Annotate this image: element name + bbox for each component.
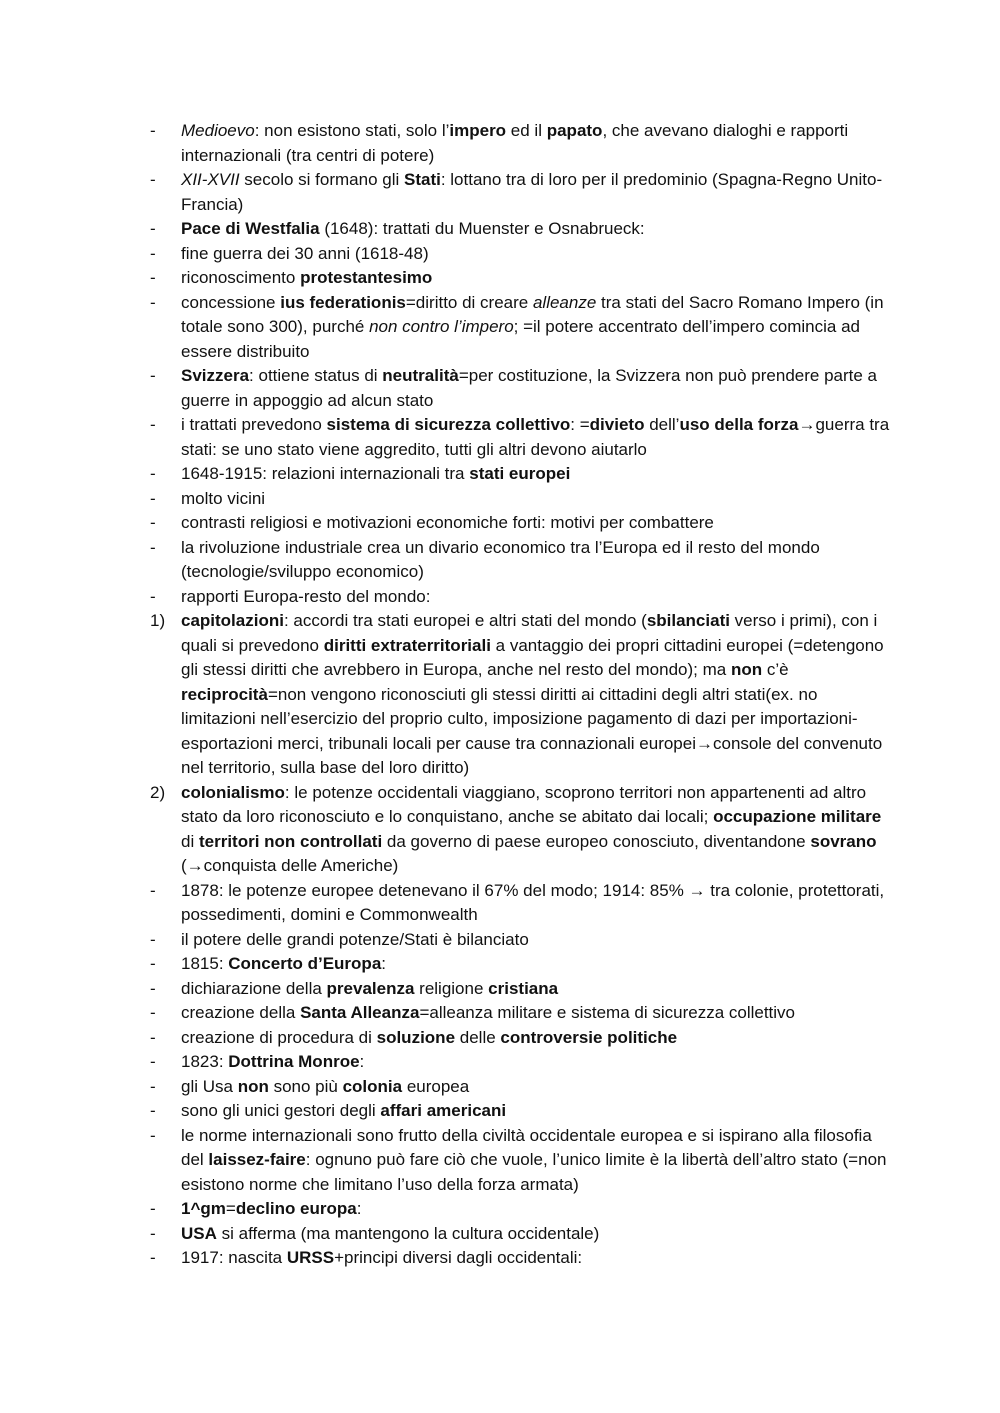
text-run: :	[381, 954, 387, 973]
text-run: :	[359, 1052, 365, 1071]
text-run: 1878: le potenze europee detenevano il 67% del modo; 1914: 85% → tra colonie, protettorati, possedimenti, domini e Commonwealth	[181, 880, 885, 924]
list-item	[150, 364, 890, 413]
list-item	[150, 609, 890, 781]
list-marker: -	[150, 121, 156, 140]
text-run: dell’	[644, 415, 680, 434]
list-item-text	[181, 242, 890, 267]
text-run: →guerra tra stati: se uno stato viene aggredito, tutti gli altri devono aiutarlo	[181, 415, 890, 459]
italic-text: Medioevo	[181, 121, 255, 140]
text-run: : accordi tra stati europei e altri stati del mondo (	[283, 611, 647, 630]
text-run: : non esistono stati, solo l’	[254, 121, 450, 140]
bold-text: stati europei	[469, 464, 571, 483]
list-item	[150, 1222, 890, 1247]
list-item-text	[181, 1050, 890, 1075]
list-item	[150, 1075, 890, 1100]
bold-text: neutralità	[382, 366, 459, 385]
list-item	[150, 952, 890, 977]
text-run: gli Usa	[181, 1076, 238, 1096]
list-item-text	[181, 781, 890, 879]
list-marker: -	[150, 170, 156, 189]
list-marker: -	[150, 880, 156, 900]
bold-text: Santa Alleanza	[300, 1003, 420, 1022]
text-run: da governo di paese europeo conosciuto, diventandone	[382, 831, 811, 851]
list-marker: 1)	[150, 611, 166, 630]
bold-text: 1^gm	[181, 1199, 226, 1218]
bold-text: USA	[181, 1223, 217, 1243]
text-run: =diritto di creare	[405, 292, 533, 312]
bold-text: controversie politiche	[500, 1027, 678, 1047]
list-marker: -	[150, 929, 156, 949]
list-item	[150, 413, 890, 462]
text-run: contrasti religiosi e motivazioni economiche forti: motivi per combattere	[181, 513, 714, 532]
list-marker: -	[150, 488, 156, 508]
list-marker: -	[150, 1027, 156, 1047]
bold-text: sistema di sicurezza collettivo	[326, 415, 571, 434]
text-run: sono gli unici gestori degli	[181, 1101, 381, 1120]
bold-text: reciprocità	[181, 684, 268, 704]
list-marker: -	[150, 366, 156, 385]
list-item-text	[181, 168, 890, 217]
list-item	[150, 1001, 890, 1026]
list-marker: -	[150, 1052, 156, 1071]
list-item-text	[181, 217, 890, 242]
bold-text: non	[730, 660, 763, 679]
list-item-text	[181, 119, 890, 168]
list-item-text	[181, 952, 890, 977]
text-run: riconoscimento	[181, 268, 301, 287]
list-marker: -	[150, 243, 156, 263]
list-item-text	[181, 462, 890, 487]
text-run: +principi diversi dagli occidentali:	[334, 1248, 583, 1267]
list-item-text	[181, 879, 890, 928]
bold-text: divieto	[589, 415, 645, 434]
list-item	[150, 462, 890, 487]
text-run: 1823:	[181, 1052, 229, 1071]
list-item-text	[181, 1197, 890, 1222]
bold-text: declino europa	[235, 1199, 357, 1218]
bold-text: diritti extraterritoriali	[323, 635, 491, 655]
list-marker: -	[150, 1199, 156, 1218]
text-run: delle	[455, 1027, 501, 1047]
text-run: religione	[414, 978, 489, 998]
text-run: europea	[402, 1076, 470, 1096]
list-marker: -	[150, 219, 156, 238]
text-run: 1648-1915: relazioni internazionali tra	[181, 464, 470, 483]
list-item-text	[181, 536, 890, 585]
list-marker: -	[150, 268, 156, 287]
list-item	[150, 928, 890, 953]
list-item	[150, 781, 890, 879]
text-run: creazione di procedura di	[181, 1027, 377, 1047]
text-run: c’è	[762, 660, 789, 679]
text-run: : le potenze occidentali viaggiano, scoprono territori non appartenenti ad altro stato da loro riconosciuto e lo conquistano, anche se abitato dai locali;	[181, 782, 867, 826]
list-item-text	[181, 1222, 890, 1247]
text-run: dichiarazione della	[181, 978, 327, 998]
bold-text: URSS	[286, 1248, 335, 1267]
text-run: fine guerra dei 30 anni (1618-48)	[181, 243, 429, 263]
text-run: secolo si formano gli	[239, 170, 404, 189]
list-item	[150, 1026, 890, 1051]
bold-text: occupazione militare	[713, 807, 882, 826]
bold-text: cristiana	[488, 978, 559, 998]
list-item-text	[181, 928, 890, 953]
text-run: : ognuno può fare ciò che vuole, l’unico limite è la libertà dell’altro stato (=non esistono norme che limitano l’uso della forza armata)	[181, 1150, 887, 1194]
list-marker: -	[150, 1248, 156, 1267]
italic-text: XII-XVII	[181, 170, 240, 189]
list-item	[150, 1197, 890, 1222]
bold-text: territori non controllati	[198, 831, 383, 851]
text-run: a vantaggio dei propri cittadini europei (=detengono gli stessi diritti che avrebbero in Europa, anche nel resto del mondo); ma	[181, 635, 884, 679]
list-marker: -	[150, 978, 156, 998]
bold-text: sbilanciati	[646, 611, 730, 630]
italic-text: non contro l’impero	[369, 317, 514, 336]
text-run: : lottano tra di loro per il predominio (Spagna-Regno Unito-Francia)	[181, 170, 883, 214]
list-item-text	[181, 1001, 890, 1026]
list-marker: -	[150, 1076, 156, 1096]
list-marker: -	[150, 954, 156, 973]
list-item	[150, 1124, 890, 1198]
text-run: ed il	[506, 121, 547, 140]
list-marker: -	[150, 537, 156, 557]
list-item-text	[181, 609, 890, 781]
list-item	[150, 1050, 890, 1075]
document-page	[150, 119, 890, 1271]
list-item	[150, 536, 890, 585]
text-run: , che avevano dialoghi e rapporti internazionali (tra centri di potere)	[181, 121, 849, 165]
list-marker: -	[150, 1101, 156, 1120]
list-item	[150, 977, 890, 1002]
list-marker: -	[150, 415, 156, 434]
list-item	[150, 1099, 890, 1124]
list-marker: -	[150, 1003, 156, 1022]
list-marker: 2)	[150, 782, 166, 802]
text-run: : ottiene status di	[249, 366, 383, 385]
bold-text: sovrano	[810, 831, 877, 851]
text-run: =non vengono riconosciuti gli stessi diritti ai cittadini degli altri stati(ex. no limitazioni nell’esercizio del proprio culto, imposizione pagamento di dazi per importazioni-esportazioni merci, tribunali locali per cause tra connazionali europei→console del convenuto nel territorio, sulla base del loro diritto)	[181, 684, 883, 777]
text-run: di	[181, 831, 199, 851]
list-item	[150, 585, 890, 610]
text-run: molto vicini	[181, 488, 266, 508]
bold-text: impero	[449, 121, 507, 140]
list-item	[150, 1246, 890, 1271]
list-item-text	[181, 977, 890, 1002]
list-item-text	[181, 1099, 890, 1124]
list-item-text	[181, 585, 890, 610]
bold-text: ius federationis	[280, 292, 406, 312]
list-marker: -	[150, 586, 156, 606]
list-item	[150, 291, 890, 365]
text-run: :	[356, 1199, 362, 1218]
bold-text: Pace di Westfalia	[181, 219, 320, 238]
text-run: 1917: nascita	[181, 1248, 287, 1267]
text-run: rapporti Europa-resto del mondo:	[181, 586, 431, 606]
text-run: la rivoluzione industriale crea un divario economico tra l’Europa ed il resto del mondo (tecnologie/sviluppo economico)	[181, 537, 820, 581]
list-item	[150, 168, 890, 217]
text-run: concessione	[181, 292, 281, 312]
list-item-text	[181, 291, 890, 365]
bold-text: Stati	[403, 170, 441, 189]
list-marker: -	[150, 1223, 156, 1243]
list-item-text	[181, 1026, 890, 1051]
bold-text: uso della forza	[679, 415, 799, 434]
text-run: verso i primi), con i quali si prevedono	[181, 611, 878, 655]
list-item	[150, 119, 890, 168]
list-item-text	[181, 413, 890, 462]
text-run: creazione della	[181, 1003, 301, 1022]
text-run: =alleanza militare e sistema di sicurezza collettivo	[419, 1003, 796, 1022]
list-item	[150, 487, 890, 512]
list-item-text	[181, 266, 890, 291]
text-run: i trattati prevedono	[181, 415, 327, 434]
list-item-text	[181, 364, 890, 413]
list-marker: -	[150, 513, 156, 532]
list-item-text	[181, 487, 890, 512]
bold-text: affari americani	[380, 1101, 507, 1120]
text-run: il potere delle grandi potenze/Stati è bilanciato	[181, 929, 529, 949]
text-run: (→conquista delle Americhe)	[181, 856, 399, 875]
list-item	[150, 511, 890, 536]
list-item	[150, 217, 890, 242]
list-item-text	[181, 1246, 890, 1271]
text-run: sono più	[268, 1076, 343, 1096]
text-run: : =	[570, 415, 590, 434]
text-run: ; =il potere accentrato dell’impero comincia ad essere distribuito	[181, 317, 860, 361]
bold-text: prevalenza	[326, 978, 415, 998]
bold-text: soluzione	[376, 1027, 456, 1047]
text-run: 1815:	[181, 954, 229, 973]
list-marker: -	[150, 1125, 156, 1145]
bold-text: Svizzera	[181, 366, 250, 385]
text-run: =	[225, 1199, 236, 1218]
bold-text: colonialismo	[181, 782, 285, 802]
list-item-text	[181, 511, 890, 536]
bold-text: non	[237, 1076, 269, 1096]
bold-text: Dottrina Monroe	[228, 1052, 360, 1071]
bold-text: laissez-faire	[208, 1150, 306, 1169]
list-marker: -	[150, 464, 156, 483]
text-run: tra stati del Sacro Romano Impero (in totale sono 300), purché	[181, 292, 884, 336]
text-run: =per costituzione, la Svizzera non può prendere parte a guerre in appoggio ad alcun stato	[181, 366, 878, 410]
bold-text: protestantesimo	[300, 268, 433, 287]
list-item	[150, 266, 890, 291]
list-item	[150, 879, 890, 928]
list-item-text	[181, 1075, 890, 1100]
list-marker: -	[150, 292, 156, 312]
bold-text: Concerto d’Europa	[228, 954, 382, 973]
list-item	[150, 242, 890, 267]
list-item-text	[181, 1124, 890, 1198]
bold-text: capitolazioni	[181, 611, 284, 630]
bold-text: colonia	[342, 1076, 403, 1096]
bold-text: papato	[546, 121, 603, 140]
text-run: si afferma (ma mantengono la cultura occidentale)	[216, 1223, 600, 1243]
italic-text: alleanze	[532, 292, 597, 312]
text-run: le norme internazionali sono frutto della civiltà occidentale europea e si ispirano alla filosofia del	[181, 1125, 872, 1169]
text-run: (1648): trattati du Muenster e Osnabrueck:	[319, 219, 645, 238]
